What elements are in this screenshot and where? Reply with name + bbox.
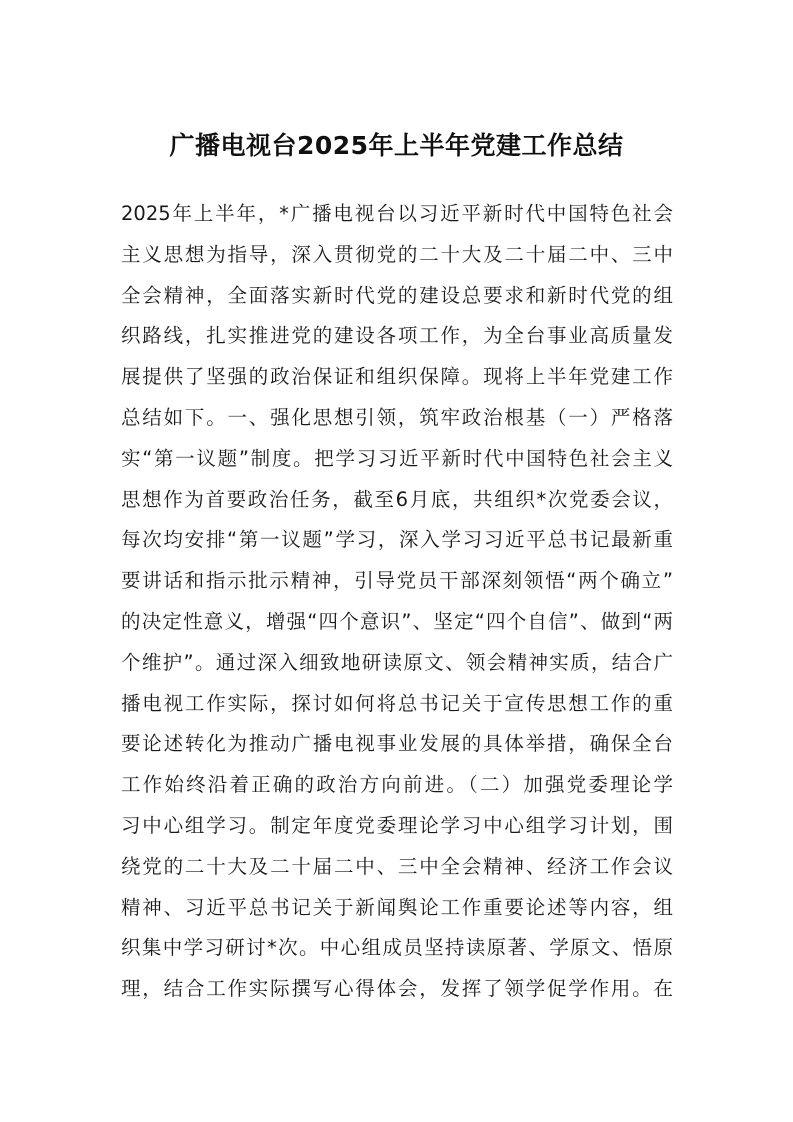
- body-line: 播电视工作实际，探讨如何将总书记关于宣传思想工作的重: [121, 691, 673, 715]
- body-line: 精神、习近平总书记关于新闻舆论工作重要论述等内容，组: [121, 895, 673, 919]
- body-line: 思想作为首要政治任务，截至6月底，共组织*次党委会议，: [121, 487, 673, 511]
- body-line: 要论述转化为推动广播电视事业发展的具体举措，确保全台: [121, 732, 673, 756]
- body-line: 每次均安排“第一议题”学习，深入学习习近平总书记最新重: [121, 528, 673, 552]
- body-line: 工作始终沿着正确的政治方向前进。（二）加强党委理论学: [121, 773, 673, 797]
- body-line: 2025年上半年，*广播电视台以习近平新时代中国特色社会: [121, 202, 673, 225]
- body-line: 理，结合工作实际撰写心得体会，发挥了领学促学作用。在: [121, 977, 673, 1001]
- body-line: 展提供了坚强的政治保证和组织保障。现将上半年党建工作: [121, 365, 673, 389]
- body-line: 全会精神，全面落实新时代党的建设总要求和新时代党的组: [121, 283, 673, 307]
- body-line: 主义思想为指导，深入贯彻党的二十大及二十届二中、三中: [121, 242, 673, 266]
- document-body: [121, 194, 673, 1010]
- body-line: 织集中学习研讨*次。中心组成员坚持读原著、学原文、悟原: [121, 936, 673, 960]
- body-line: 要讲话和指示批示精神，引导党员干部深刻领悟“两个确立”: [121, 569, 673, 593]
- body-line: 习中心组学习。制定年度党委理论学习中心组学习计划，围: [121, 813, 673, 837]
- body-line: 实“第一议题”制度。把学习习近平新时代中国特色社会主义: [121, 446, 673, 470]
- body-line: 绕党的二十大及二十届二中、三中全会精神、经济工作会议: [121, 854, 673, 878]
- document-title: 广播电视台2025年上半年党建工作总结: [169, 131, 624, 160]
- body-line: 个维护”。通过深入细致地研读原文、领会精神实质，结合广: [121, 650, 673, 674]
- body-line: 的决定性意义，增强“四个意识”、坚定“四个自信”、做到“两: [121, 609, 673, 633]
- body-line: 总结如下。一、强化思想引领，筑牢政治根基（一）严格落: [121, 405, 673, 429]
- body-line: 织路线，扎实推进党的建设各项工作，为全台事业高质量发: [121, 324, 673, 348]
